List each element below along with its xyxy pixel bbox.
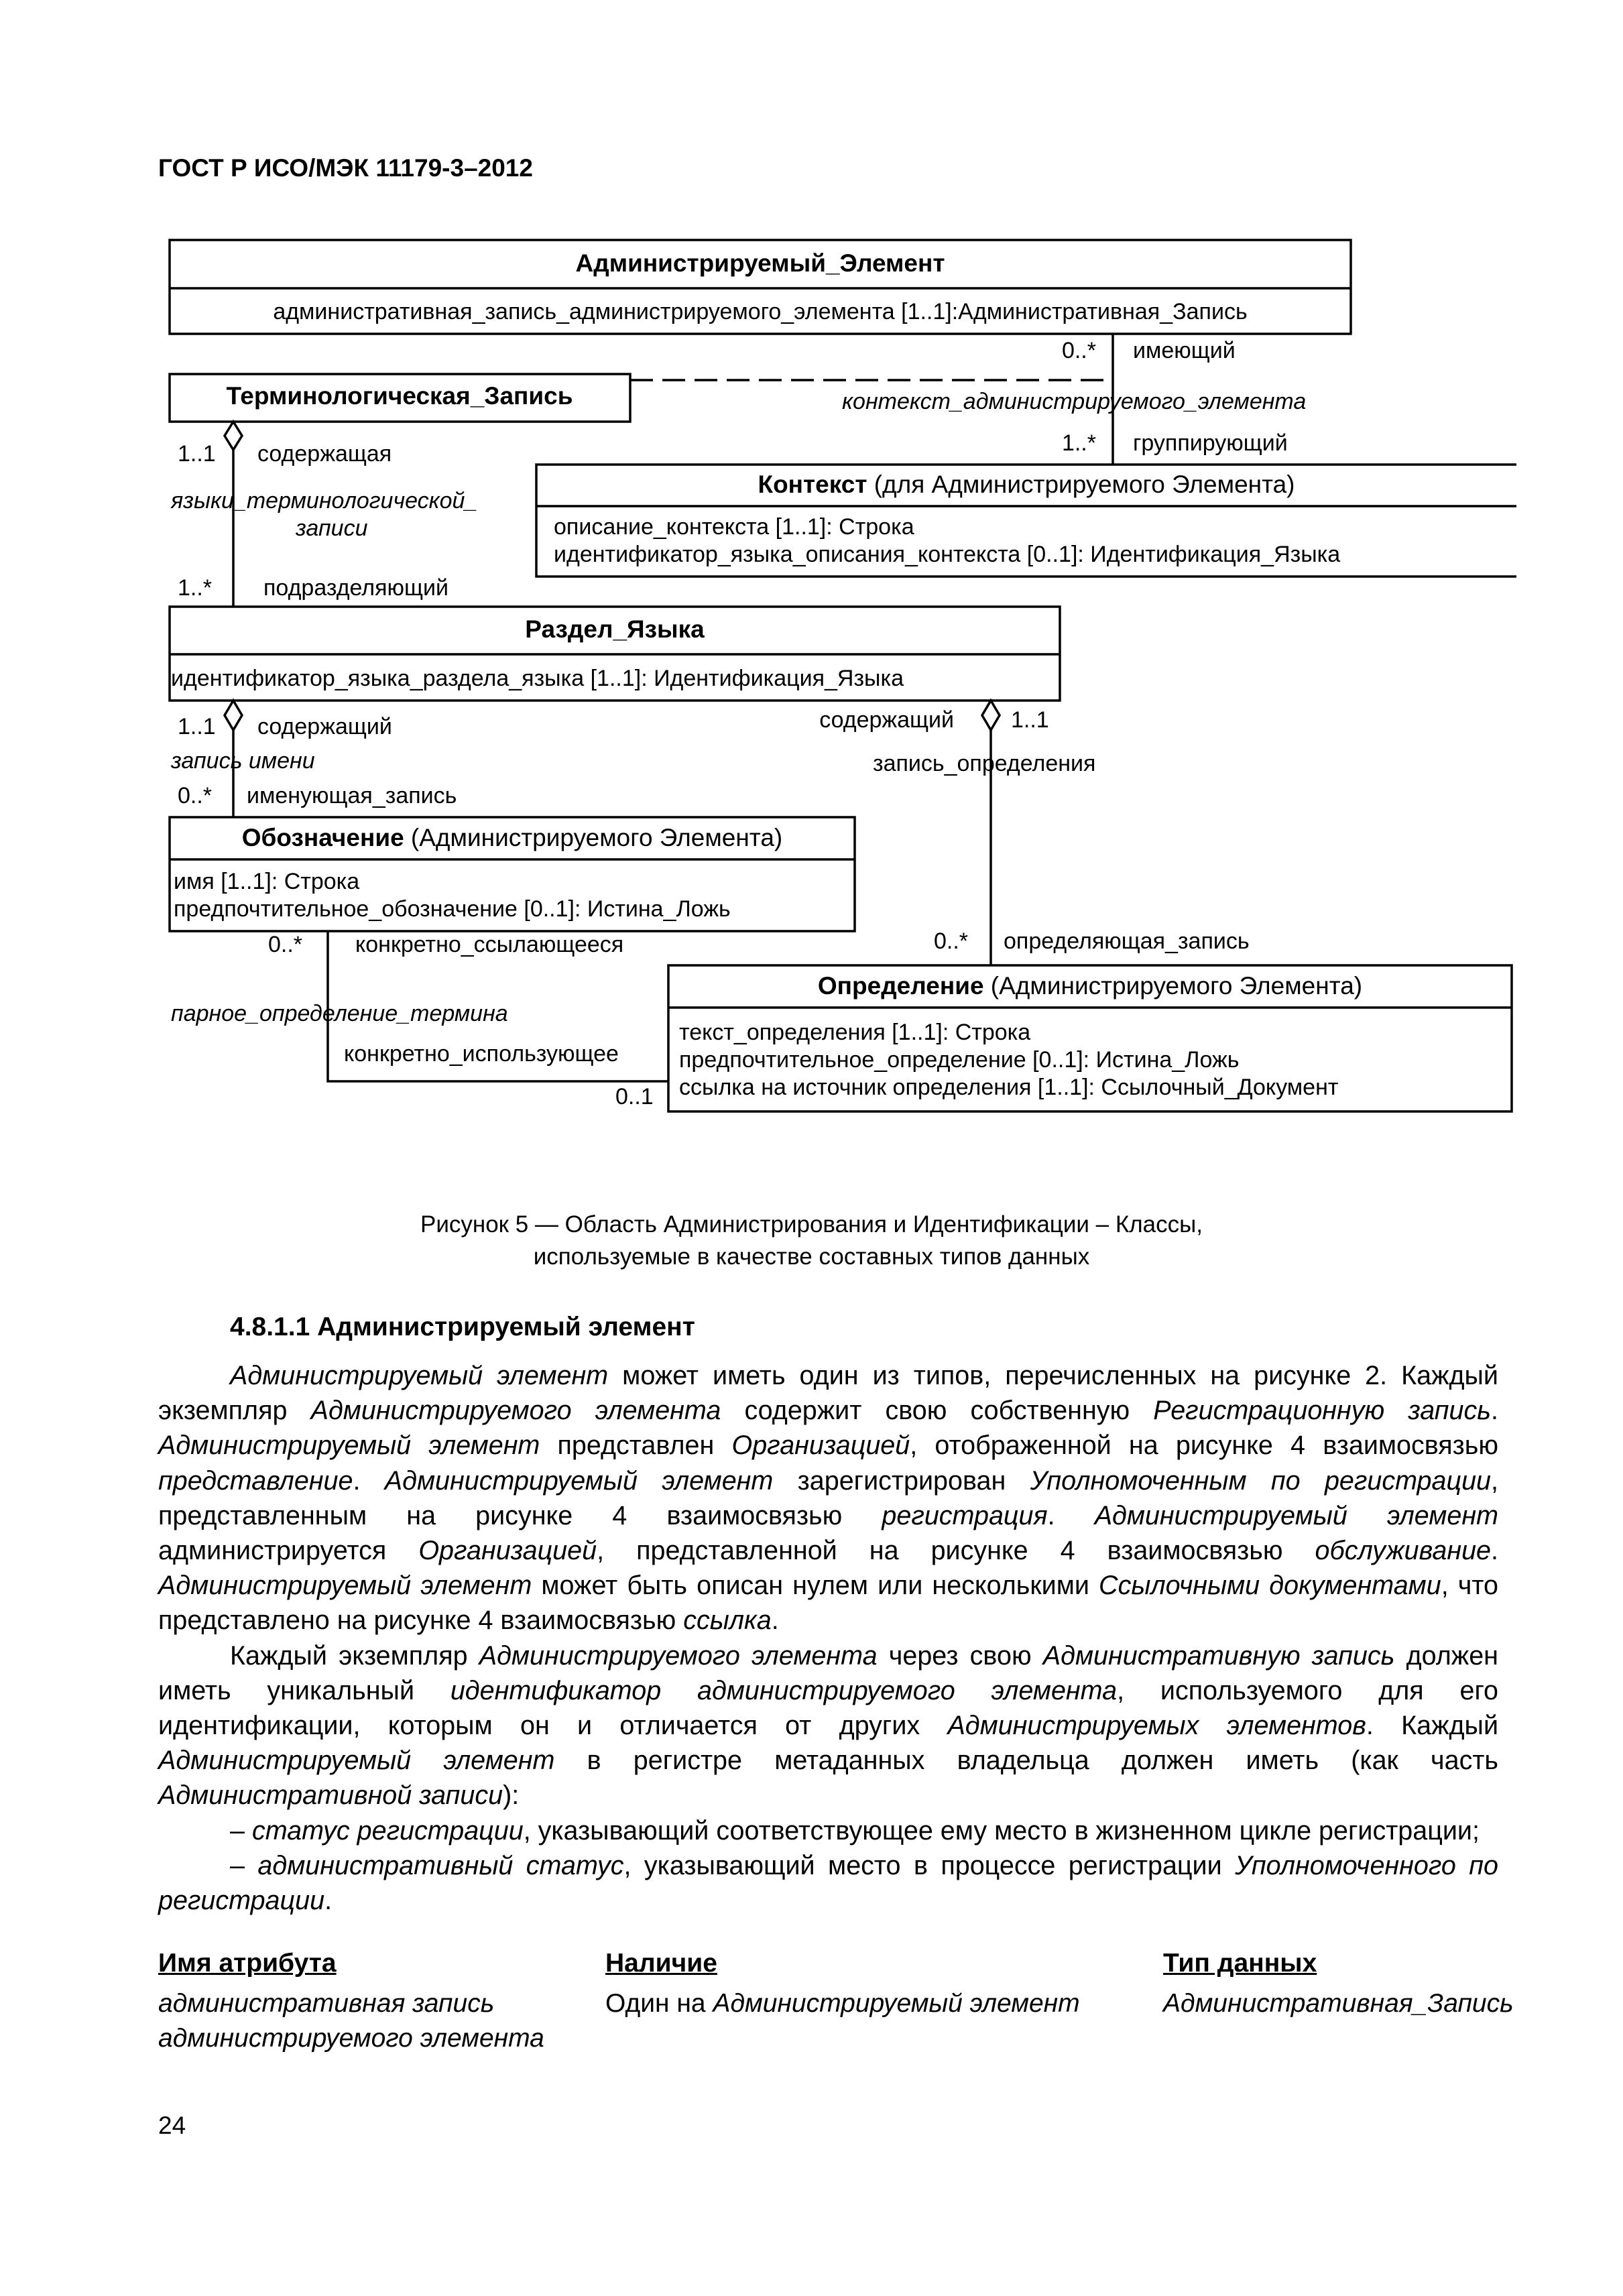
- association-label: парное_определение_термина: [171, 1001, 508, 1026]
- text-run: , представленной на рисунке 4 взаимосвязью: [597, 1536, 1315, 1566]
- aggregation-diamond-language-section-name: [225, 701, 242, 730]
- text-run: должен иметь уникальный: [158, 1640, 1498, 1705]
- text-run: , отображенной на рисунке 4 взаимосвязью: [910, 1431, 1499, 1461]
- definition-title: Определение (Администрируемого Элемента): [817, 972, 1363, 1000]
- text-run: , что представлено на рисунке 4 взаимосвязью: [158, 1571, 1498, 1636]
- multiplicity-label: 1..*: [1061, 430, 1096, 456]
- paragraph: [158, 1358, 1498, 1638]
- multiplicity-label: 0..1: [615, 1084, 654, 1109]
- italic-term: Администрируемого элемента: [479, 1640, 878, 1671]
- multiplicity-label: 0..*: [268, 932, 303, 957]
- text-run: .: [353, 1465, 385, 1496]
- text-run: .: [324, 1886, 333, 1916]
- italic-term: Администрируемый элемент: [158, 1431, 540, 1461]
- role-label: имеющий: [1133, 338, 1236, 363]
- italic-term: Администрируемый элемент: [230, 1361, 609, 1390]
- text-run: представлен: [540, 1431, 732, 1461]
- role-label: определяющая_запись: [1004, 928, 1250, 954]
- text-run: .: [1491, 1396, 1498, 1426]
- italic-term: статус регистрации: [251, 1815, 524, 1846]
- text-run: –: [230, 1815, 252, 1846]
- italic-term: ссылка: [683, 1606, 772, 1636]
- italic-term: Организацией: [418, 1536, 597, 1566]
- italic-term: Администрируемого элемента: [310, 1396, 721, 1426]
- table-header-presence: Наличие: [605, 1949, 717, 1978]
- multiplicity-label: 0..*: [934, 928, 969, 954]
- text-run: , используемого для его идентификации, которым он и отличается от других: [158, 1675, 1498, 1741]
- designation-attribute-1: имя [1..1]: Строка: [174, 869, 360, 894]
- italic-term: Администрируемый элемент: [1094, 1500, 1498, 1530]
- administered-element-attribute: административная_запись_администрируемого_элемента [1..1]:Административная_Запись: [273, 299, 1248, 324]
- role-label: содержащий: [257, 714, 392, 739]
- section-title: 4.8.1.1 Администрируемый элемент: [230, 1313, 695, 1341]
- association-label: запись_определения: [873, 751, 1096, 776]
- figure-caption-line-1: Рисунок 5 — Область Администрирования и Идентификации – Классы,: [420, 1211, 1203, 1237]
- language-section-attribute: идентификатор_языка_раздела_языка [1..1]: Идентификация_Языка: [171, 666, 904, 691]
- text-run: , указывающий соответствующее ему место в жизненном цикле регистрации;: [523, 1815, 1480, 1846]
- context-title: Контекст (для Администрируемого Элемента): [758, 471, 1295, 498]
- multiplicity-label: 1..*: [178, 575, 213, 601]
- table-cell-data-type: Административная_Запись: [1163, 1989, 1514, 2018]
- text-run: . Каждый: [1366, 1711, 1499, 1741]
- table-header-data-type: Тип данных: [1163, 1949, 1317, 1978]
- italic-term: Уполномоченным по регистрации: [1030, 1465, 1491, 1496]
- text-run: .: [1491, 1536, 1498, 1566]
- italic-term: Администрируемых элементов: [947, 1711, 1366, 1741]
- role-label: подразделяющий: [263, 575, 449, 601]
- text-run: может иметь один из типов, перечисленных на рисунке 2. Каждый экземпляр: [158, 1361, 1499, 1426]
- italic-term: обслуживание: [1315, 1536, 1492, 1566]
- table-cell-presence: Один на Администрируемый элемент: [605, 1989, 1080, 2018]
- text-run: –: [230, 1850, 258, 1880]
- text-run: через свою: [877, 1640, 1043, 1671]
- text-run: ):: [503, 1780, 520, 1811]
- italic-term: Организацией: [731, 1431, 910, 1461]
- italic-term: регистрация: [882, 1500, 1048, 1530]
- association-label: записи: [296, 516, 368, 541]
- context-attribute-1: описание_контекста [1..1]: Строка: [554, 514, 914, 540]
- italic-term: идентификатор администрируемого элемента: [450, 1675, 1118, 1705]
- italic-term: Администрируемый элемент: [384, 1465, 774, 1496]
- multiplicity-label: 0..*: [178, 783, 213, 808]
- role-label: содержащий: [819, 707, 954, 733]
- text-run: администрируется: [158, 1536, 419, 1566]
- association-label: контекст_администрируемого_элемента: [842, 389, 1307, 414]
- designation-attribute-2: предпочтительное_обозначение [0..1]: Истина_Ложь: [174, 896, 731, 922]
- text-run: .: [771, 1606, 779, 1636]
- italic-term: Администрируемый элемент: [158, 1746, 555, 1776]
- document-header: ГОСТ Р ИСО/МЭК 11179-3–2012: [158, 154, 533, 182]
- role-label: конкретно_использующее: [344, 1041, 619, 1067]
- text-run: , представленным на рисунке 4 взаимосвязью: [158, 1465, 1498, 1530]
- paragraph-list-item: [158, 1848, 1498, 1918]
- italic-term: Администрируемый элемент: [158, 1571, 532, 1601]
- association-label: запись имени: [171, 748, 315, 774]
- role-label: содержащая: [257, 441, 392, 467]
- text-run: содержит свою собственную: [721, 1396, 1154, 1426]
- text-run: Каждый экземпляр: [230, 1640, 479, 1671]
- italic-term: Административной записи: [158, 1780, 503, 1811]
- multiplicity-label: 0..*: [1061, 338, 1096, 363]
- text-run: .: [1047, 1500, 1095, 1530]
- role-label: именующая_запись: [247, 783, 457, 808]
- text-run: , указывающий место в процессе регистрации: [623, 1850, 1236, 1880]
- definition-attribute-1: текст_определения [1..1]: Строка: [679, 1020, 1031, 1045]
- body-text: [158, 1358, 1498, 1918]
- table-header-attribute-name: Имя атрибута: [158, 1949, 337, 1978]
- paragraph: [158, 1638, 1498, 1813]
- text-run: может быть описан нулем или несколькими: [532, 1571, 1099, 1601]
- language-section-title: Раздел_Языка: [525, 615, 705, 643]
- context-attribute-2: идентификатор_языка_описания_контекста [0..1]: Идентификация_Языка: [554, 542, 1341, 567]
- administered-element-title: Администрируемый_Элемент: [575, 249, 945, 277]
- association-label: языки_терминологической_: [171, 488, 478, 513]
- text-run: в регистре метаданных владельца должен иметь (как часть: [554, 1746, 1498, 1776]
- italic-term: административный статус: [257, 1850, 624, 1880]
- italic-term: Административную запись: [1042, 1640, 1395, 1671]
- aggregation-diamond-language-section-definition: [982, 701, 1000, 730]
- text-run: зарегистрирован: [773, 1465, 1030, 1496]
- figure-caption-line-2: используемые в качестве составных типов данных: [533, 1244, 1090, 1270]
- italic-term: Уполномоченного по регистрации: [158, 1850, 1498, 1916]
- page-number: 24: [158, 2112, 186, 2139]
- designation-title: Обозначение (Администрируемого Элемента): [241, 824, 783, 851]
- aggregation-diamond-terminological-record: [225, 422, 242, 450]
- italic-term: представление: [158, 1465, 353, 1496]
- definition-attribute-3: ссылка на источник определения [1..1]: Ссылочный_Документ: [679, 1075, 1339, 1100]
- multiplicity-label: 1..1: [1011, 707, 1049, 733]
- italic-term: Регистрационную запись: [1153, 1396, 1492, 1426]
- italic-term: Ссылочными документами: [1099, 1571, 1441, 1601]
- multiplicity-label: 1..1: [178, 441, 216, 467]
- table-cell-attribute-name: административная запись администрируемого элемента: [158, 1989, 544, 2053]
- multiplicity-label: 1..1: [178, 714, 216, 739]
- paragraph-list-item: [158, 1813, 1498, 1848]
- role-label: группирующий: [1133, 430, 1288, 456]
- definition-attribute-2: предпочтительное_определение [0..1]: Истина_Ложь: [679, 1047, 1240, 1073]
- terminological-record-title: Терминологическая_Запись: [226, 382, 573, 410]
- role-label: конкретно_ссылающееся: [355, 932, 624, 957]
